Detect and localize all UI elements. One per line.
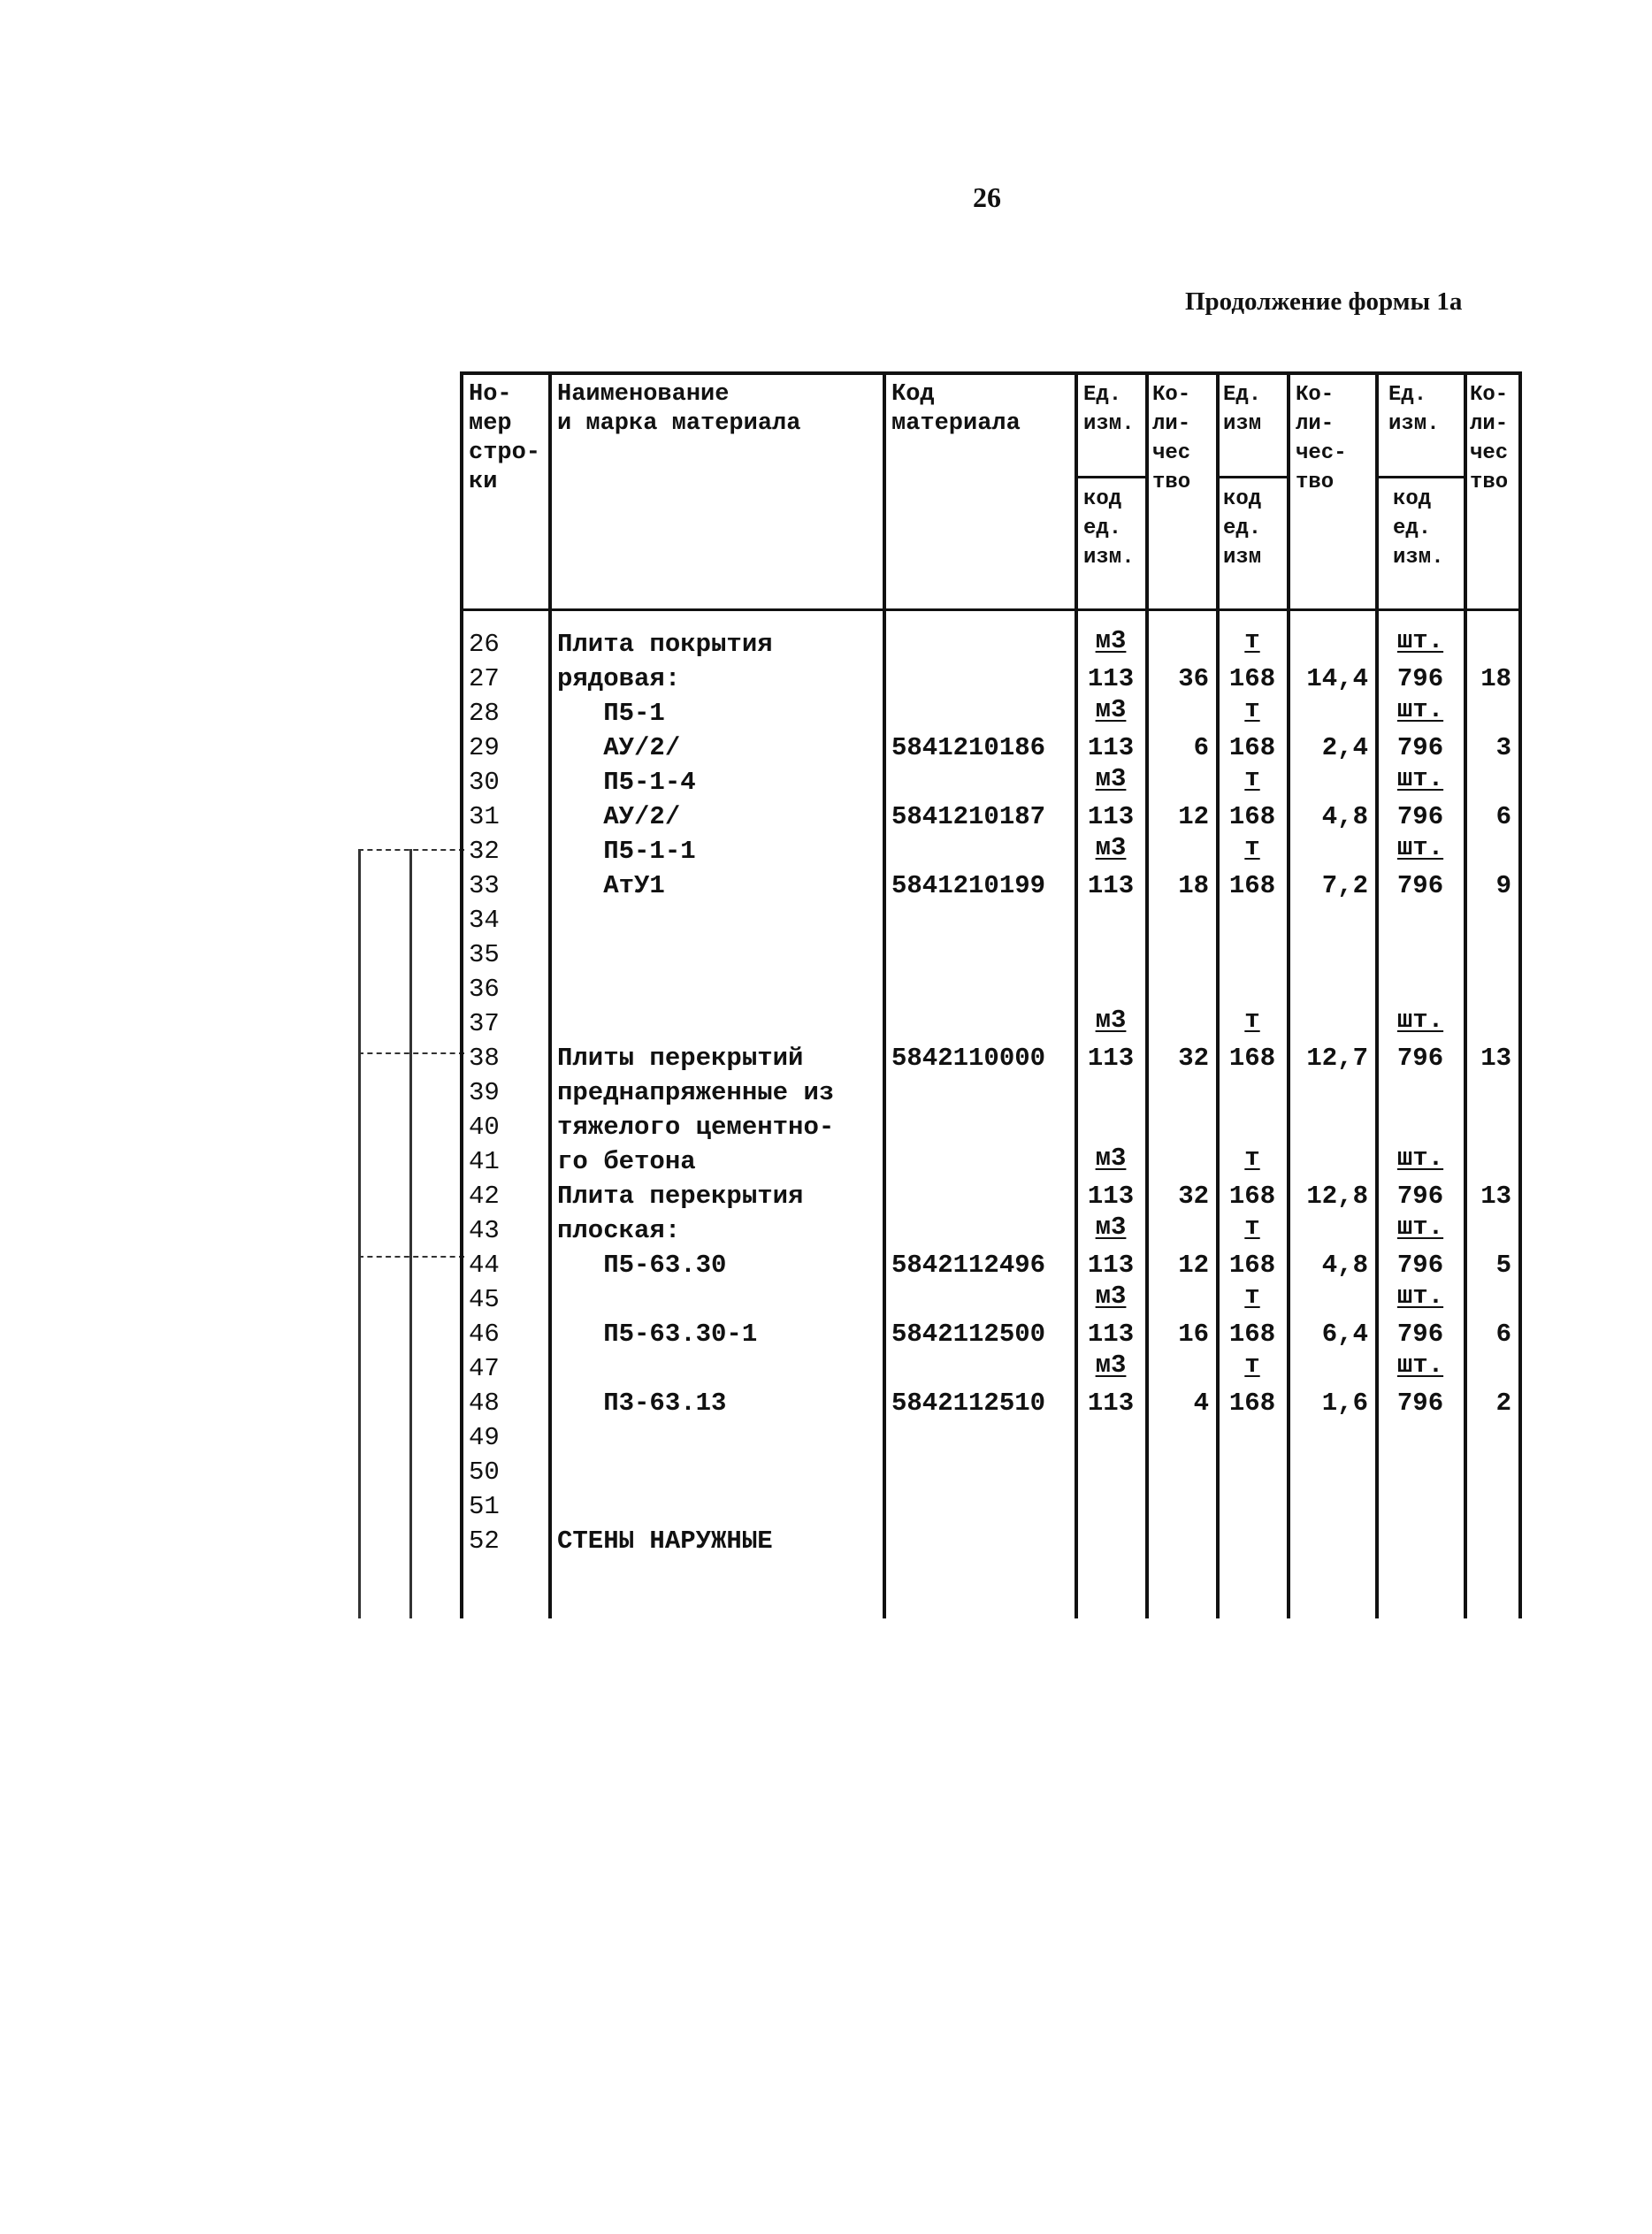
cell-u1: 113	[1087, 1251, 1135, 1280]
table-row	[460, 1180, 1521, 1213]
cell-code: 5842112500	[891, 1320, 1046, 1349]
cell-u2: т	[1244, 833, 1260, 862]
cell-u1: м3	[1095, 1144, 1127, 1173]
header-unit1-bottom: код ед. изм.	[1083, 487, 1135, 570]
cell-n: 46	[469, 1320, 500, 1349]
cell-u3: шт.	[1396, 626, 1444, 655]
cell-n: 52	[469, 1526, 500, 1556]
cell-u2: т	[1244, 764, 1260, 793]
cell-u1: 113	[1087, 1182, 1135, 1211]
cell-q2: 14,4	[1306, 664, 1368, 693]
cell-q3: 18	[1480, 664, 1511, 693]
cell-q1: 36	[1178, 664, 1209, 693]
cell-u2: 168	[1228, 1182, 1276, 1211]
cell-u2: 168	[1228, 1251, 1276, 1280]
cell-u1: м3	[1095, 626, 1127, 655]
header-name: Наименование и марка материала	[557, 381, 801, 437]
cell-u3: 796	[1396, 1044, 1444, 1073]
cell-name: Плита перекрытия	[557, 1182, 804, 1211]
table-row	[460, 1525, 1521, 1558]
header-qty3: Ко- ли- чес тво	[1470, 383, 1509, 494]
cell-u1: 113	[1087, 664, 1135, 693]
cell-name: П5-1-4	[557, 768, 696, 797]
cell-u2: т	[1244, 1144, 1260, 1173]
cell-u3: шт.	[1396, 1144, 1444, 1173]
cell-q2: 1,6	[1321, 1389, 1368, 1418]
cell-name: Плита покрытия	[557, 630, 773, 659]
cell-q2: 12,8	[1306, 1182, 1368, 1211]
cell-u3: 796	[1396, 802, 1444, 831]
cell-u2: 168	[1228, 1320, 1276, 1349]
cell-q1: 32	[1178, 1182, 1209, 1211]
cell-q2: 12,7	[1306, 1044, 1368, 1073]
cell-n: 37	[469, 1009, 500, 1038]
cell-code: 5841210199	[891, 871, 1046, 900]
cell-name: плоская:	[557, 1216, 681, 1245]
page-number: 26	[973, 181, 1001, 213]
cell-n: 43	[469, 1216, 500, 1245]
cell-u2: 168	[1228, 1044, 1276, 1073]
cell-n: 51	[469, 1492, 500, 1521]
table-row	[460, 628, 1521, 662]
cell-q1: 18	[1178, 871, 1209, 900]
cell-u3: шт.	[1396, 1213, 1444, 1242]
cell-q2: 4,8	[1321, 802, 1368, 831]
table-row	[460, 1111, 1521, 1144]
cell-n: 40	[469, 1113, 500, 1142]
header-unit3-bottom: код ед. изм.	[1393, 487, 1444, 570]
cell-name: АтУ1	[557, 871, 665, 900]
cell-n: 28	[469, 699, 500, 728]
cell-q1: 32	[1178, 1044, 1209, 1073]
header-unit3-top: Ед. изм.	[1388, 383, 1440, 436]
cell-u1: 113	[1087, 1320, 1135, 1349]
cell-n: 41	[469, 1147, 500, 1176]
cell-name: Плиты перекрытий	[557, 1044, 804, 1073]
cell-u3: 796	[1396, 1320, 1444, 1349]
table-row	[460, 1283, 1521, 1317]
table-row	[460, 800, 1521, 834]
cell-n: 42	[469, 1182, 500, 1211]
cell-name: преднапряженные из	[557, 1078, 835, 1107]
cell-u1: м3	[1095, 1213, 1127, 1242]
cell-n: 32	[469, 837, 500, 866]
cell-n: 34	[469, 906, 500, 935]
header-unit2-bottom: код ед. изм	[1223, 487, 1262, 570]
cell-u3: шт.	[1396, 1350, 1444, 1380]
cell-name: П3-63.13	[557, 1389, 727, 1418]
cell-u1: м3	[1095, 833, 1127, 862]
header-row-no: Но- мер стро- ки	[469, 381, 541, 495]
cell-q2: 4,8	[1321, 1251, 1368, 1280]
cell-q1: 16	[1178, 1320, 1209, 1349]
table-row	[460, 1076, 1521, 1110]
table-row	[460, 766, 1521, 799]
cell-n: 47	[469, 1354, 500, 1383]
cell-u3: 796	[1396, 871, 1444, 900]
cell-u1: 113	[1087, 733, 1135, 762]
cell-n: 48	[469, 1389, 500, 1418]
cell-n: 35	[469, 940, 500, 969]
cell-n: 50	[469, 1457, 500, 1487]
cell-u3: шт.	[1396, 764, 1444, 793]
cell-u3: шт.	[1396, 833, 1444, 862]
cell-code: 5842112510	[891, 1389, 1046, 1418]
cell-n: 36	[469, 975, 500, 1004]
header-unit2-top: Ед. изм	[1223, 383, 1262, 436]
table-row	[460, 1387, 1521, 1420]
cell-n: 31	[469, 802, 500, 831]
table-row	[460, 1007, 1521, 1041]
cell-code: 5841210186	[891, 733, 1046, 762]
cell-n: 44	[469, 1251, 500, 1280]
continuation-caption: Продолжение формы 1а	[1185, 287, 1463, 316]
cell-q3: 6	[1495, 802, 1511, 831]
cell-u2: 168	[1228, 733, 1276, 762]
cell-name: АУ/2/	[557, 733, 681, 762]
margin-bracket	[349, 831, 464, 1618]
cell-u1: м3	[1095, 764, 1127, 793]
table-row	[460, 1042, 1521, 1075]
table-row	[460, 1352, 1521, 1386]
cell-u2: 168	[1228, 802, 1276, 831]
table-row	[460, 1421, 1521, 1455]
cell-n: 30	[469, 768, 500, 797]
cell-u3: 796	[1396, 1389, 1444, 1418]
cell-n: 39	[469, 1078, 500, 1107]
cell-q3: 13	[1480, 1044, 1511, 1073]
cell-u3: 796	[1396, 733, 1444, 762]
cell-q3: 13	[1480, 1182, 1511, 1211]
table-row	[460, 1490, 1521, 1524]
cell-n: 45	[469, 1285, 500, 1314]
cell-u2: т	[1244, 1213, 1260, 1242]
cell-name: П5-1	[557, 699, 665, 728]
cell-u3: шт.	[1396, 1006, 1444, 1035]
cell-q3: 9	[1495, 871, 1511, 900]
table-row	[460, 697, 1521, 731]
cell-name: АУ/2/	[557, 802, 681, 831]
cell-name: П5-63.30-1	[557, 1320, 758, 1349]
table-row	[460, 1456, 1521, 1489]
cell-u1: 113	[1087, 1389, 1135, 1418]
cell-u1: 113	[1087, 1044, 1135, 1073]
table-row	[460, 1214, 1521, 1248]
table-row	[460, 1145, 1521, 1179]
cell-u2: 168	[1228, 664, 1276, 693]
cell-u1: м3	[1095, 1281, 1127, 1311]
cell-q3: 3	[1495, 733, 1511, 762]
cell-u2: т	[1244, 695, 1260, 724]
cell-u1: 113	[1087, 871, 1135, 900]
cell-n: 26	[469, 630, 500, 659]
cell-q1: 12	[1178, 1251, 1209, 1280]
cell-u2: т	[1244, 1006, 1260, 1035]
header-unit1-top: Ед. изм.	[1083, 383, 1135, 436]
cell-name: тяжелого цементно-	[557, 1113, 835, 1142]
cell-u1: м3	[1095, 1350, 1127, 1380]
cell-q1: 12	[1178, 802, 1209, 831]
cell-u3: 796	[1396, 1182, 1444, 1211]
table-row	[460, 662, 1521, 696]
cell-u2: т	[1244, 626, 1260, 655]
cell-name: рядовая:	[557, 664, 681, 693]
cell-q2: 2,4	[1321, 733, 1368, 762]
cell-u2: т	[1244, 1350, 1260, 1380]
materials-table	[460, 371, 1521, 1618]
cell-q2: 6,4	[1321, 1320, 1368, 1349]
cell-q2: 7,2	[1321, 871, 1368, 900]
cell-name: го бетона	[557, 1147, 696, 1176]
cell-u3: 796	[1396, 1251, 1444, 1280]
table-row	[460, 869, 1521, 903]
cell-u3: шт.	[1396, 695, 1444, 724]
cell-code: 5842110000	[891, 1044, 1046, 1073]
cell-q3: 5	[1495, 1251, 1511, 1280]
cell-u2: 168	[1228, 871, 1276, 900]
cell-u1: 113	[1087, 802, 1135, 831]
header-code: Код материала	[891, 381, 1021, 437]
cell-u3: шт.	[1396, 1281, 1444, 1311]
cell-u1: м3	[1095, 1006, 1127, 1035]
table-row	[460, 731, 1521, 765]
header-qty2: Ко- ли- чес- тво	[1296, 383, 1347, 494]
cell-n: 33	[469, 871, 500, 900]
cell-n: 38	[469, 1044, 500, 1073]
table-row	[460, 904, 1521, 937]
cell-q1: 6	[1193, 733, 1209, 762]
header-qty1: Ко- ли- чес тво	[1152, 383, 1191, 494]
cell-u2: т	[1244, 1281, 1260, 1311]
table-row	[460, 835, 1521, 868]
cell-name: СТЕНЫ НАРУЖНЫЕ	[557, 1526, 773, 1556]
cell-name: П5-1-1	[557, 837, 696, 866]
cell-u3: 796	[1396, 664, 1444, 693]
cell-q3: 6	[1495, 1320, 1511, 1349]
table-row	[460, 1318, 1521, 1351]
cell-q1: 4	[1193, 1389, 1209, 1418]
table-row	[460, 1249, 1521, 1282]
cell-name: П5-63.30	[557, 1251, 727, 1280]
cell-n: 27	[469, 664, 500, 693]
cell-code: 5841210187	[891, 802, 1046, 831]
cell-u1: м3	[1095, 695, 1127, 724]
table-row	[460, 938, 1521, 972]
cell-n: 29	[469, 733, 500, 762]
table-row	[460, 973, 1521, 1006]
cell-code: 5842112496	[891, 1251, 1046, 1280]
cell-u2: 168	[1228, 1389, 1276, 1418]
cell-q3: 2	[1495, 1389, 1511, 1418]
cell-n: 49	[469, 1423, 500, 1452]
